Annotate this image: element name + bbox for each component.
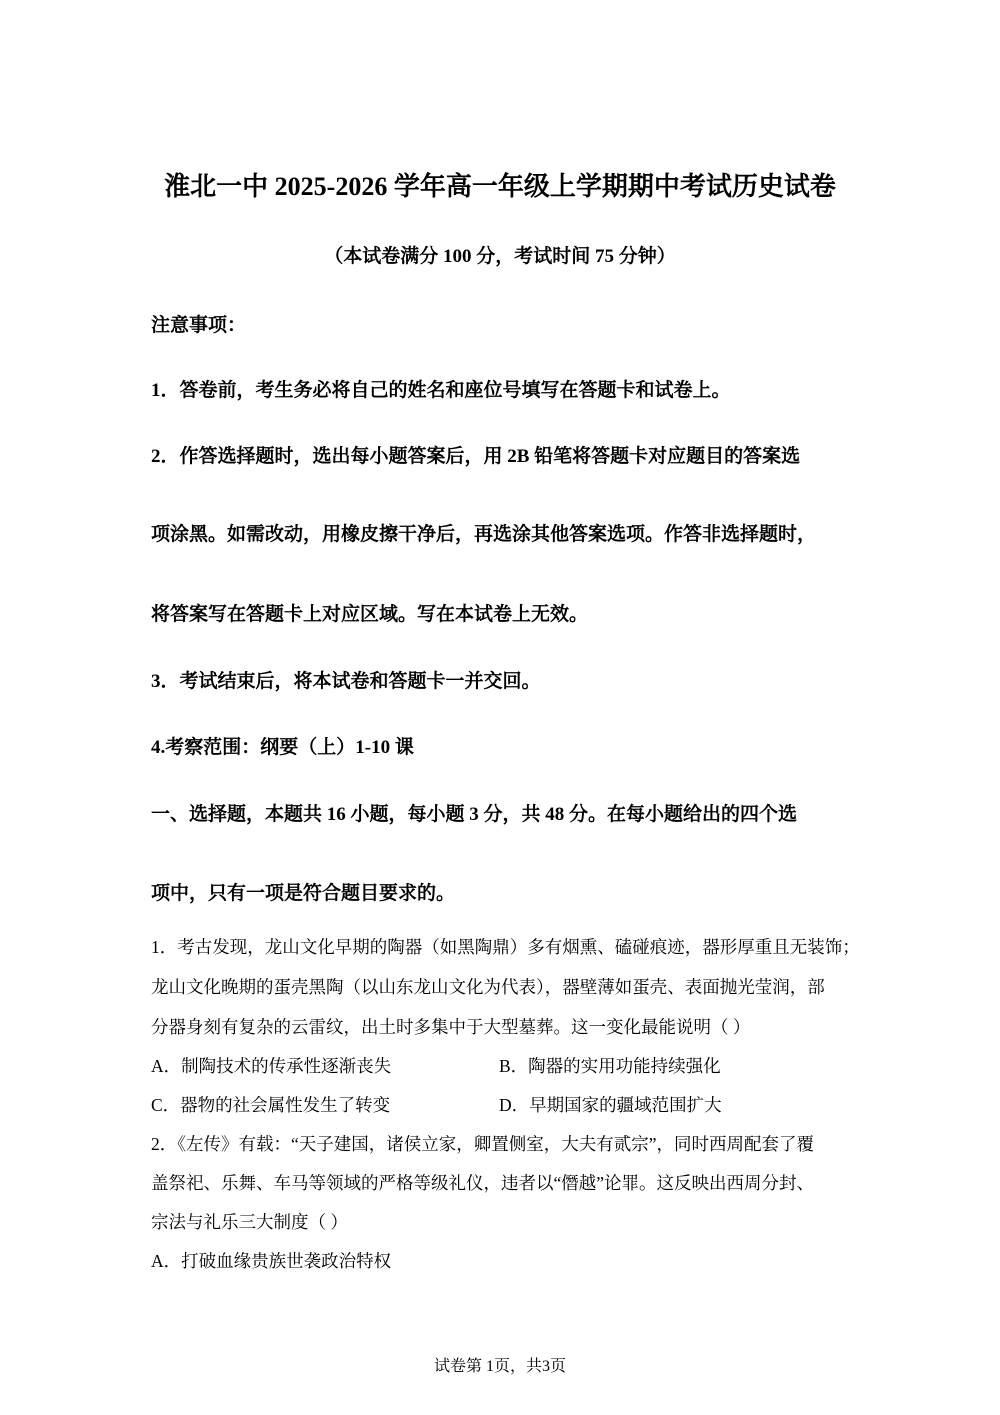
- exam-subtitle: （本试卷满分 100 分，考试时间 75 分钟）: [324, 246, 676, 267]
- question-2-line-1: 2．《左传》有载：“天子建国，诸侯立家，卿置侧室，大夫有贰宗”，同时西周配套了覆: [151, 1134, 815, 1154]
- question-1-option-d: D．早期国家的疆域范围扩大: [499, 1095, 722, 1115]
- notice-item-2-line-2: 项涂黑。如需改动，用橡皮擦干净后，再选涂其他答案选项。作答非选择题时，: [151, 524, 817, 545]
- question-2-line-2: 盖祭祀、乐舞、车马等领域的严格等级礼仪，违者以“僭越”论罪。这反映出西周分封、: [151, 1173, 815, 1193]
- exam-title: 淮北一中 2025-2026 学年高一年级上学期期中考试历史试卷: [164, 172, 836, 201]
- question-1-line-2: 龙山文化晚期的蛋壳黑陶（以山东龙山文化为代表），器壁薄如蛋壳、表面抛光莹润，部: [151, 977, 825, 997]
- question-1-line-1: 1．考古发现，龙山文化早期的陶器（如黑陶鼎）多有烟熏、磕碰痕迹，器形厚重且无装饰；: [151, 937, 860, 957]
- question-2-line-3: 宗法与礼乐三大制度（ ）: [151, 1212, 348, 1232]
- notice-item-1: 1．答卷前，考生务必将自己的姓名和座位号填写在答题卡和试卷上。: [151, 380, 731, 401]
- section-1-heading-line-1: 一、选择题，本题共 16 小题，每小题 3 分，共 48 分。在每小题给出的四个选: [151, 804, 798, 825]
- question-1-line-3: 分器身刻有复杂的云雷纹，出土时多集中于大型墓葬。这一变化最能说明（ ）: [151, 1017, 751, 1037]
- notice-heading: 注意事项：: [151, 315, 247, 336]
- notice-item-2-line-1: 2．作答选择题时，选出每小题答案后，用 2B 铅笔将答题卡对应题目的答案选: [151, 446, 801, 467]
- question-1-option-c: C．器物的社会属性发生了转变: [151, 1095, 391, 1115]
- question-1-option-a: A．制陶技术的传承性逐渐丧失: [151, 1056, 392, 1076]
- notice-item-3: 3．考试结束后，将本试卷和答题卡一并交回。: [151, 671, 541, 692]
- notice-item-2-line-3: 将答案写在答题卡上对应区域。写在本试卷上无效。: [151, 604, 589, 625]
- page-footer: 试卷第 1页，共3页: [433, 1358, 566, 1375]
- question-2-option-a: A．打破血缘贵族世袭政治特权: [151, 1251, 392, 1271]
- question-1-option-b: B．陶器的实用功能持续强化: [499, 1056, 721, 1076]
- notice-item-4: 4.考察范围：纲要（上）1-10 课: [151, 737, 414, 758]
- section-1-heading-line-2: 项中，只有一项是符合题目要求的。: [151, 883, 456, 904]
